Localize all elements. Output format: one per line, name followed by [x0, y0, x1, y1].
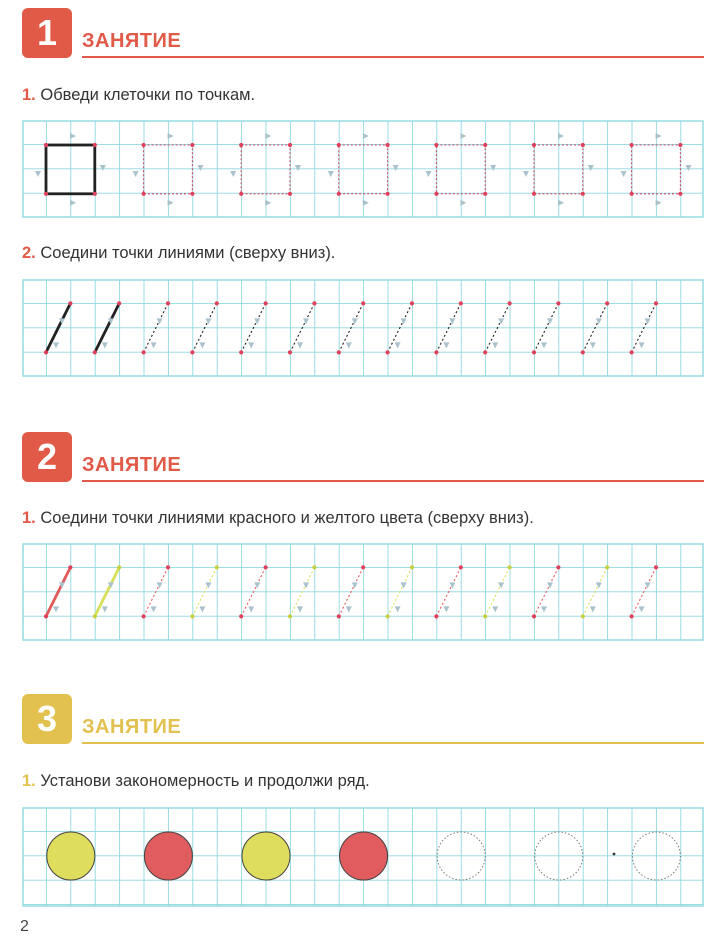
filled-circle: [47, 832, 95, 880]
guide-dot: [166, 565, 170, 569]
direction-arrow: [53, 606, 59, 612]
direction-arrow: [297, 606, 303, 612]
stray-dot: [613, 853, 616, 856]
filled-circle: [340, 832, 388, 880]
lesson-title: ЗАНЯТИЕ: [82, 716, 182, 738]
tracing-grid-colored-diagonals[interactable]: [22, 543, 704, 641]
lesson-number-badge: 3: [22, 694, 72, 744]
direction-arrow: [541, 606, 547, 612]
guide-dot: [239, 350, 243, 354]
tracing-grid-diagonals[interactable]: [22, 279, 704, 377]
task-number: 1.: [22, 509, 36, 527]
lesson-3-header: [22, 694, 704, 744]
direction-arrow: [621, 171, 627, 177]
pattern-grid-circles[interactable]: [22, 807, 704, 907]
guide-dot: [288, 350, 292, 354]
direction-arrow: [425, 171, 431, 177]
lesson-divider: [82, 56, 704, 58]
lesson-divider: [82, 742, 704, 744]
task-text: Обведи клеточки по точкам.: [40, 86, 256, 104]
guide-dot: [68, 565, 72, 569]
guide-dot: [117, 301, 121, 305]
direction-arrow: [558, 133, 564, 139]
task-2-1: [22, 509, 534, 528]
guide-dot: [239, 192, 243, 196]
guide-dot: [166, 301, 170, 305]
guide-dot: [581, 350, 585, 354]
guide-dot: [556, 565, 560, 569]
direction-arrow: [393, 165, 399, 171]
guide-dot: [337, 614, 341, 618]
direction-arrow: [70, 133, 76, 139]
direction-arrow: [395, 342, 401, 348]
task-number: 1.: [22, 772, 36, 790]
direction-arrow: [346, 342, 352, 348]
direction-arrow: [363, 133, 369, 139]
guide-dot: [605, 301, 609, 305]
task-text: Установи закономерность и продолжи ряд.: [40, 772, 370, 790]
guide-dot: [434, 192, 438, 196]
guide-dot: [264, 301, 268, 305]
direction-arrow: [168, 133, 174, 139]
guide-dot: [483, 614, 487, 618]
guide-dot: [215, 301, 219, 305]
direction-arrow: [295, 165, 301, 171]
lesson-2-header: [22, 432, 704, 482]
guide-dot: [532, 350, 536, 354]
guide-dot: [312, 565, 316, 569]
guide-dot: [556, 301, 560, 305]
direction-arrow: [133, 171, 139, 177]
guide-dot: [337, 350, 341, 354]
guide-dot: [44, 350, 48, 354]
direction-arrow: [558, 200, 564, 206]
direction-arrow: [363, 200, 369, 206]
guide-dot: [337, 192, 341, 196]
guide-dot: [337, 143, 341, 147]
direction-arrow: [230, 171, 236, 177]
task-text: Соедини точки линиями (сверху вниз).: [40, 244, 336, 262]
guide-dot: [605, 565, 609, 569]
lesson-number-badge: 1: [22, 8, 72, 58]
guide-dot: [532, 192, 536, 196]
direction-arrow: [460, 200, 466, 206]
direction-arrow: [492, 342, 498, 348]
guide-dot: [508, 565, 512, 569]
guide-dot: [386, 143, 390, 147]
direction-arrow: [53, 342, 59, 348]
direction-arrow: [265, 133, 271, 139]
direction-arrow: [248, 606, 254, 612]
guide-dot: [459, 301, 463, 305]
task-text: Соедини точки линиями красного и желтого цвета (сверху вниз).: [40, 509, 534, 527]
guide-dot: [581, 143, 585, 147]
guide-dot: [678, 192, 682, 196]
guide-dot: [532, 614, 536, 618]
direction-arrow: [297, 342, 303, 348]
guide-dot: [190, 143, 194, 147]
lesson-number-badge: 2: [22, 432, 72, 482]
guide-dot: [68, 301, 72, 305]
guide-dot: [630, 614, 634, 618]
guide-dot: [386, 614, 390, 618]
direction-arrow: [541, 342, 547, 348]
direction-arrow: [685, 165, 691, 171]
guide-dot: [654, 301, 658, 305]
page-number: 2: [20, 918, 29, 935]
direction-arrow: [656, 133, 662, 139]
guide-dot: [44, 614, 48, 618]
direction-arrow: [328, 171, 334, 177]
direction-arrow: [443, 342, 449, 348]
direction-arrow: [102, 342, 108, 348]
task-1-2: [22, 244, 335, 263]
direction-arrow: [590, 342, 596, 348]
guide-dot: [361, 565, 365, 569]
guide-dot: [142, 350, 146, 354]
guide-dot: [142, 192, 146, 196]
direction-arrow: [395, 606, 401, 612]
direction-arrow: [443, 606, 449, 612]
guide-dot: [215, 565, 219, 569]
direction-arrow: [490, 165, 496, 171]
filled-circle: [144, 832, 192, 880]
task-number: 2.: [22, 244, 36, 262]
direction-arrow: [102, 606, 108, 612]
guide-dot: [386, 350, 390, 354]
task-1-1: [22, 86, 255, 105]
guide-dot: [581, 614, 585, 618]
direction-arrow: [35, 171, 41, 177]
direction-arrow: [639, 342, 645, 348]
direction-arrow: [199, 342, 205, 348]
direction-arrow: [492, 606, 498, 612]
direction-arrow: [100, 165, 106, 171]
filled-circle: [242, 832, 290, 880]
direction-arrow: [588, 165, 594, 171]
direction-arrow: [265, 200, 271, 206]
task-number: 1.: [22, 86, 36, 104]
guide-dot: [239, 143, 243, 147]
guide-dot: [93, 350, 97, 354]
guide-dot: [288, 143, 292, 147]
guide-dot: [386, 192, 390, 196]
guide-dot: [483, 143, 487, 147]
guide-dot: [483, 192, 487, 196]
direction-arrow: [70, 200, 76, 206]
task-3-1: [22, 772, 370, 791]
tracing-grid-squares[interactable]: [22, 120, 704, 218]
guide-dot: [93, 614, 97, 618]
guide-dot: [581, 192, 585, 196]
direction-arrow: [197, 165, 203, 171]
direction-arrow: [199, 606, 205, 612]
lesson-title: ЗАНЯТИЕ: [82, 30, 182, 52]
guide-dot: [117, 565, 121, 569]
guide-dot: [434, 350, 438, 354]
guide-dot: [410, 301, 414, 305]
guide-dot: [630, 192, 634, 196]
direction-arrow: [639, 606, 645, 612]
lesson-title: ЗАНЯТИЕ: [82, 454, 182, 476]
guide-dot: [483, 350, 487, 354]
guide-dot: [434, 614, 438, 618]
direction-arrow: [346, 606, 352, 612]
guide-dot: [630, 350, 634, 354]
guide-dot: [508, 301, 512, 305]
direction-arrow: [151, 342, 157, 348]
guide-dot: [44, 192, 48, 196]
guide-dot: [410, 565, 414, 569]
guide-dot: [434, 143, 438, 147]
direction-arrow: [656, 200, 662, 206]
guide-dot: [190, 192, 194, 196]
guide-dot: [630, 143, 634, 147]
direction-arrow: [248, 342, 254, 348]
guide-dot: [142, 143, 146, 147]
guide-dot: [44, 143, 48, 147]
direction-arrow: [151, 606, 157, 612]
guide-dot: [190, 614, 194, 618]
lesson-divider: [82, 480, 704, 482]
guide-dot: [312, 301, 316, 305]
guide-dot: [142, 614, 146, 618]
guide-dot: [654, 565, 658, 569]
guide-dot: [93, 143, 97, 147]
guide-dot: [190, 350, 194, 354]
lesson-1-header: [22, 8, 704, 58]
direction-arrow: [168, 200, 174, 206]
guide-dot: [288, 614, 292, 618]
direction-arrow: [590, 606, 596, 612]
guide-dot: [264, 565, 268, 569]
guide-dot: [239, 614, 243, 618]
direction-arrow: [523, 171, 529, 177]
guide-dot: [459, 565, 463, 569]
direction-arrow: [460, 133, 466, 139]
guide-dot: [288, 192, 292, 196]
guide-dot: [93, 192, 97, 196]
guide-dot: [532, 143, 536, 147]
guide-dot: [678, 143, 682, 147]
guide-dot: [361, 301, 365, 305]
